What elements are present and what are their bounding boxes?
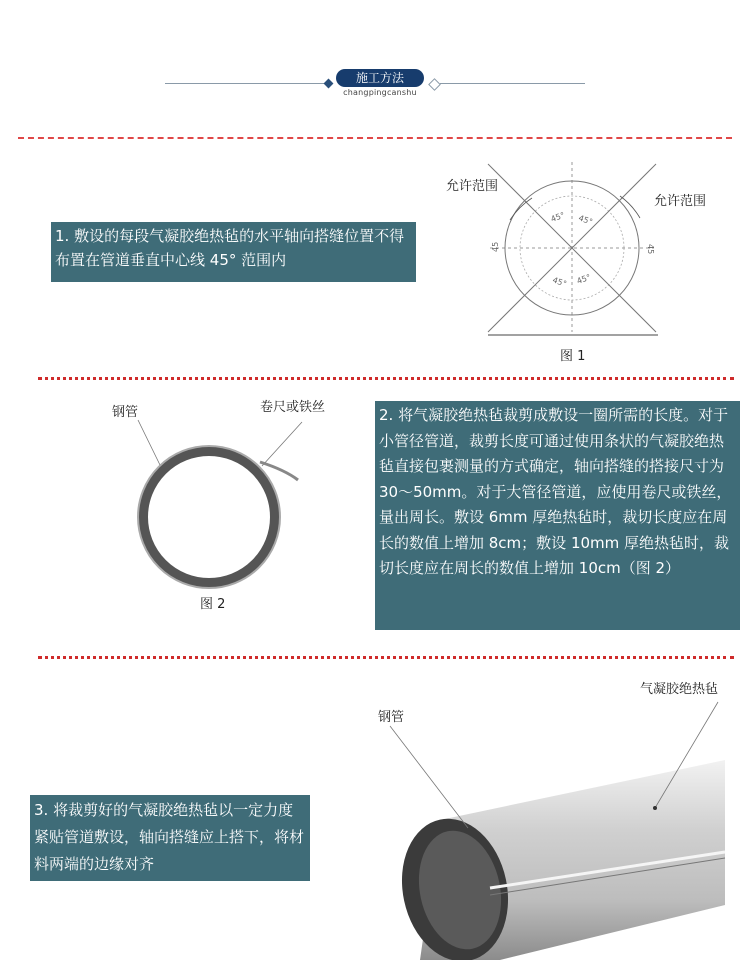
figure1-angle-label: 45° (549, 210, 567, 224)
step1-textbox: 1. 敷设的每段气凝胶绝热毡的水平轴向搭缝位置不得布置在管道垂直中心线 45° 范围内 (51, 222, 416, 282)
figure1-caption: 图 1 (560, 349, 586, 364)
figure2-diagram (110, 400, 320, 590)
figure1-angle-label: 45° (577, 213, 594, 227)
figure3-pipe-illustration (380, 690, 740, 960)
section-title-badge: 施工方法 (336, 69, 424, 87)
step3-textbox: 3. 将裁剪好的气凝胶绝热毡以一定力度紧贴管道敷设，轴向搭缝应上搭下，将材料两端的边缘对齐 (30, 795, 310, 881)
figure1-side-label: 45 (646, 244, 655, 255)
figure2-label-tape: 卷尺或铁丝 (260, 400, 326, 415)
figure3-label-blanket: 气凝胶绝热毡 (640, 682, 719, 697)
section-divider-dotted (38, 656, 734, 659)
figure3-label-pipe: 钢管 (378, 710, 405, 725)
section-subtitle: changpingcanshu (343, 88, 417, 97)
figure1-label-left: 允许范围 (446, 179, 499, 194)
header-diamond-right (428, 78, 441, 91)
header-line-right (440, 83, 585, 84)
figure3-blanket-point (653, 806, 657, 810)
header-line-left (165, 83, 330, 84)
figure2-tape-leader (262, 422, 302, 466)
figure2-pipe-leader (138, 420, 160, 465)
section-divider-dotted (38, 377, 734, 380)
figure1-side-label: 45 (491, 241, 500, 252)
figure3-pipe-leader (390, 726, 468, 828)
section-divider-dashed (18, 137, 732, 139)
step2-textbox: 2. 将气凝胶绝热毡裁剪成敷设一圈所需的长度。对于小管径管道，裁剪长度可通过使用条状的气凝胶绝热毡直接包裹测量的方式确定，轴向搭缝的搭接尺寸为 30～50mm。对于大管径管道，应使用卷尺或铁丝，量出周长。敷设 6mm 厚绝热毡时，裁切长度应在周长的数值上增加 8cm；敷设 10mm 厚绝热毡时，裁切长度应在周长的数值上增加 10cm（图 2） (375, 401, 740, 630)
figure2-tape-ring (138, 446, 280, 588)
figure2-caption: 图 2 (200, 597, 226, 612)
figure1-label-right: 允许范围 (654, 194, 707, 209)
figure2-pipe-ring (143, 451, 275, 583)
figure1-angle-label: 45° (551, 275, 568, 289)
figure1-angle-label: 45° (575, 272, 593, 286)
figure2-label-pipe: 钢管 (112, 405, 139, 420)
header-diamond-left (324, 79, 334, 89)
